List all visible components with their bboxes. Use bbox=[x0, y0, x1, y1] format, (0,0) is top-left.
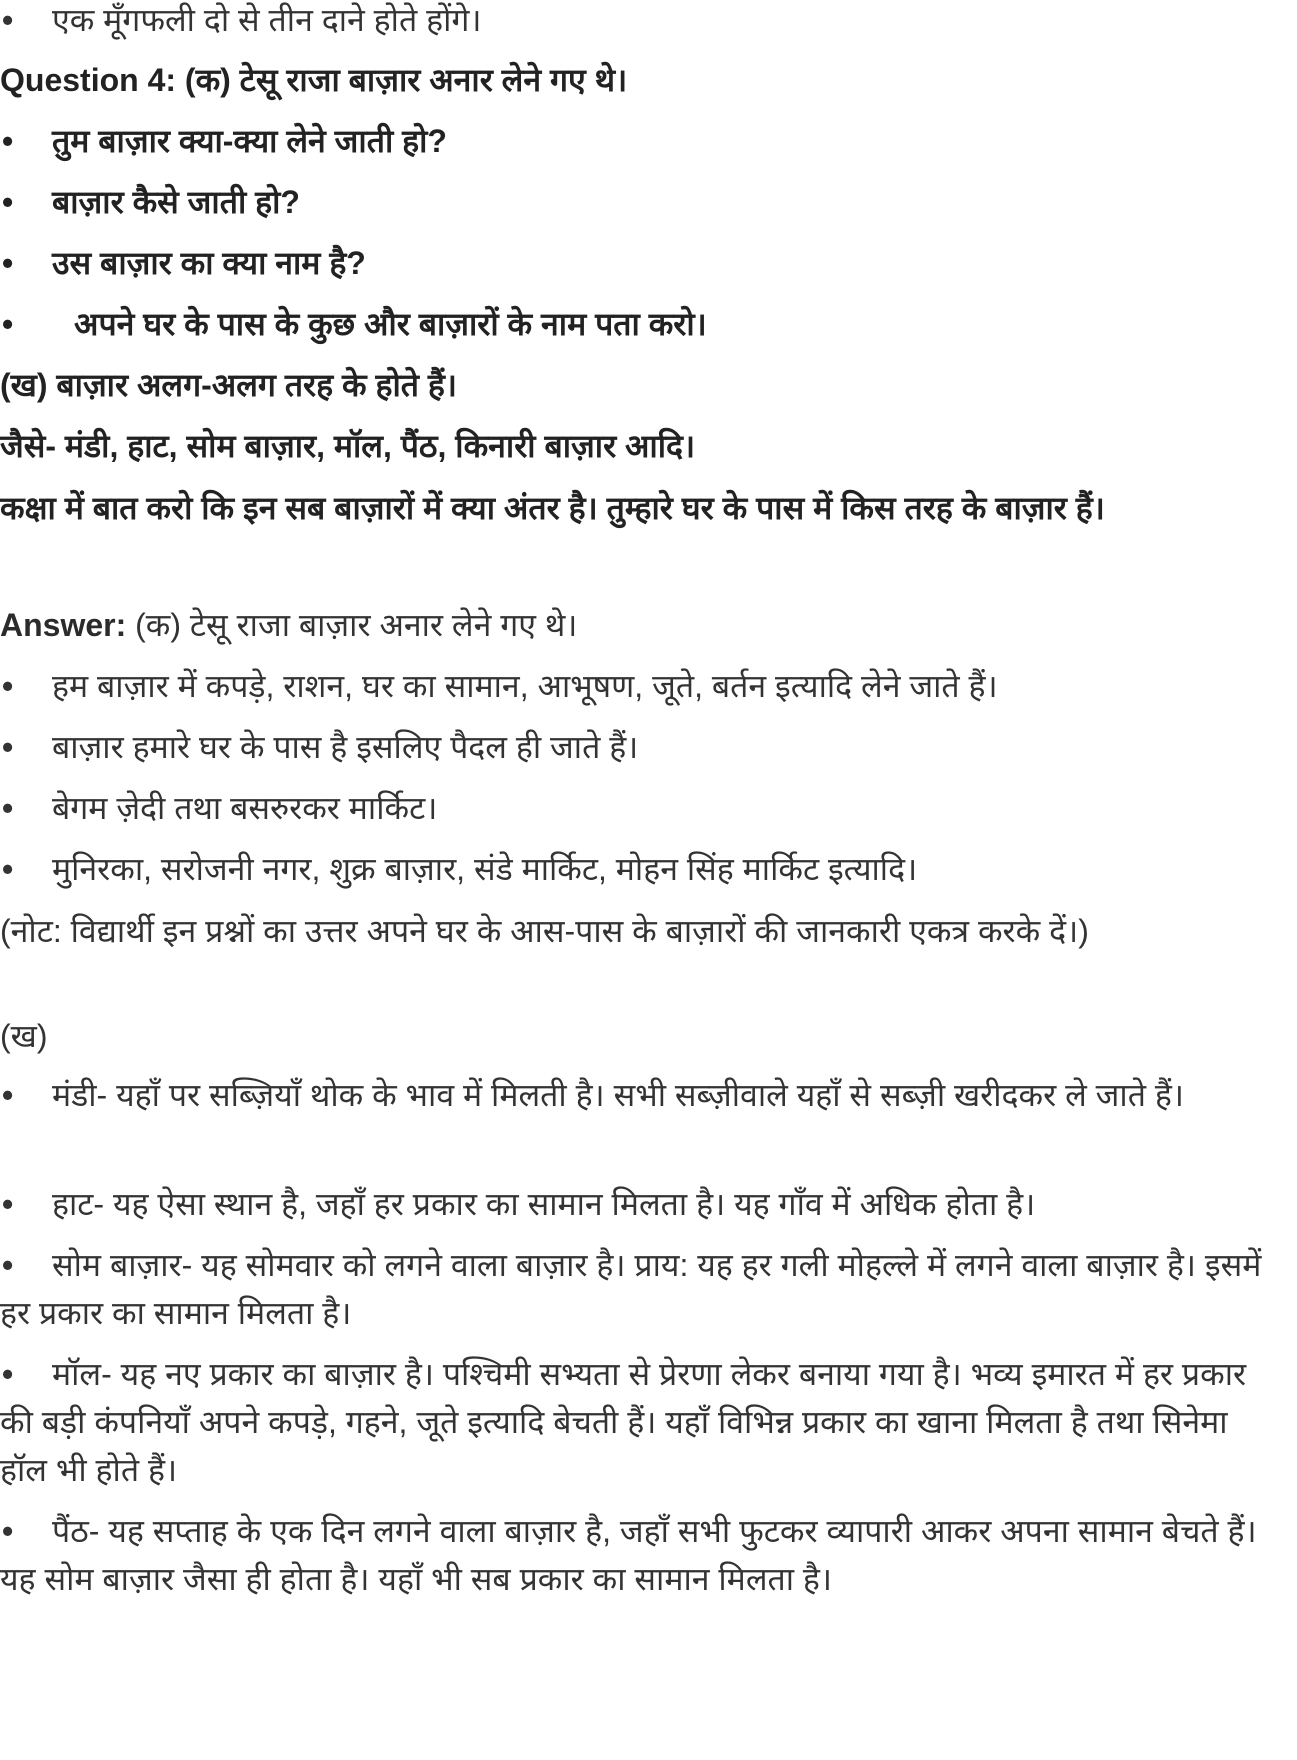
bullet-icon: • bbox=[2, 1356, 14, 1392]
bullet-icon: • bbox=[2, 851, 14, 887]
question-intro: (क) टेसू राजा बाज़ार अनार लेने गए थे। bbox=[184, 62, 628, 98]
bullet-icon: • bbox=[2, 1247, 14, 1283]
answer-bullet bbox=[0, 727, 638, 767]
market-item-text: हाट- यह ऐसा स्थान है, जहाँ हर प्रकार का सामान मिलता है। यह गाँव में अधिक होता है। bbox=[52, 1186, 1036, 1222]
answer-part-b-label: (ख) bbox=[0, 1018, 48, 1054]
market-item-text: मंडी- यहाँ पर सब्ज़ियाँ थोक के भाव में मिलती है। सभी सब्ज़ीवाले यहाँ से सब्ज़ी खरीदकर ले जाते हैं। bbox=[52, 1077, 1184, 1113]
question-bullet bbox=[0, 243, 366, 283]
answer-bullet-text: हम बाज़ार में कपड़े, राशन, घर का सामान, आभूषण, जूते, बर्तन इत्यादि लेने जाते हैं। bbox=[52, 668, 998, 704]
answer-bullet bbox=[0, 849, 917, 889]
bullet-icon: • bbox=[2, 729, 14, 765]
answer-label: Answer: bbox=[0, 607, 127, 643]
question-discussion: कक्षा में बात करो कि इन सब बाज़ारों में क्या अंतर है। तुम्हारे घर के पास में किस तरह के बाज़ार हैं। bbox=[0, 490, 1105, 526]
answer-note: (नोट: विद्यार्थी इन प्रश्नों का उत्तर अपने घर के आस-पास के बाज़ारों की जानकारी एकत्र करके दें।) bbox=[0, 913, 1089, 949]
bullet-icon: • bbox=[2, 184, 14, 220]
question-label: Question 4: bbox=[0, 62, 177, 98]
market-item-haat bbox=[0, 1180, 1275, 1228]
answer-intro: (क) टेसू राजा बाज़ार अनार लेने गए थे। bbox=[135, 607, 578, 643]
bullet-icon: • bbox=[2, 123, 14, 159]
answer-bullet bbox=[0, 788, 437, 828]
bullet-icon: • bbox=[2, 306, 14, 342]
market-item-som-bazaar bbox=[0, 1241, 1275, 1337]
question-examples: जैसे- मंडी, हाट, सोम बाज़ार, मॉल, पैंठ, किनारी बाज़ार आदि। bbox=[0, 428, 696, 464]
answer-heading bbox=[0, 605, 577, 645]
bullet-icon: • bbox=[2, 790, 14, 826]
answer-bullet-text: बाज़ार हमारे घर के पास है इसलिए पैदल ही जाते हैं। bbox=[52, 729, 639, 765]
question-bullet-text: बाज़ार कैसे जाती हो? bbox=[52, 184, 300, 220]
answer-bullet bbox=[0, 666, 998, 706]
market-item-text: सोम बाज़ार- यह सोमवार को लगने वाला बाज़ार है। प्राय: यह हर गली मोहल्ले में लगने वाला बाज़ार है। इसमें हर प्रकार का सामान मिलता है। bbox=[0, 1247, 1262, 1331]
question-part-b: (ख) बाज़ार अलग-अलग तरह के होते हैं। bbox=[0, 367, 458, 403]
market-item-text: मॉल- यह नए प्रकार का बाज़ार है। पश्चिमी सभ्यता से प्रेरणा लेकर बनाया गया है। भव्य इमारत में हर प्रकार की बड़ी कंपनियाँ अपने कपड़े, गहने, जूते इत्यादि बेचती हैं। यहाँ विभिन्न प्रकार का खाना मिलता है तथा सिनेमा हॉल भी होते हैं। bbox=[0, 1356, 1247, 1488]
bullet-icon: • bbox=[2, 1186, 14, 1222]
question-bullet bbox=[0, 182, 300, 222]
question-heading bbox=[0, 60, 627, 100]
list-item-text: एक मूँगफली दो से तीन दाने होते होंगे। bbox=[52, 2, 482, 38]
market-item-mall bbox=[0, 1350, 1275, 1494]
bullet-icon: • bbox=[2, 245, 14, 281]
market-item-painth bbox=[0, 1507, 1275, 1603]
bullet-icon: • bbox=[2, 668, 14, 704]
answer-bullet-text: मुनिरका, सरोजनी नगर, शुक्र बाज़ार, संडे मार्किट, मोहन सिंह मार्किट इत्यादि। bbox=[52, 851, 918, 887]
answer-bullet-text: बेगम ज़ेदी तथा बसरुरकर मार्किट। bbox=[52, 790, 438, 826]
question-bullet-text: अपने घर के पास के कुछ और बाज़ारों के नाम पता करो। bbox=[74, 306, 707, 342]
question-bullet-text: उस बाज़ार का क्या नाम है? bbox=[52, 245, 366, 281]
bullet-icon: • bbox=[2, 1077, 14, 1113]
question-bullet bbox=[0, 304, 707, 344]
bullet-icon: • bbox=[2, 2, 14, 38]
question-bullet bbox=[0, 121, 447, 161]
list-item bbox=[0, 0, 482, 40]
market-item-mandi bbox=[0, 1071, 1275, 1119]
market-item-text: पैंठ- यह सप्ताह के एक दिन लगने वाला बाज़ार है, जहाँ सभी फुटकर व्यापारी आकर अपना सामान बेचते हैं। यह सोम बाज़ार जैसा ही होता है। यहाँ भी सब प्रकार का सामान मिलता है। bbox=[0, 1513, 1257, 1597]
bullet-icon: • bbox=[2, 1513, 14, 1549]
question-bullet-text: तुम बाज़ार क्या-क्या लेने जाती हो? bbox=[52, 123, 447, 159]
